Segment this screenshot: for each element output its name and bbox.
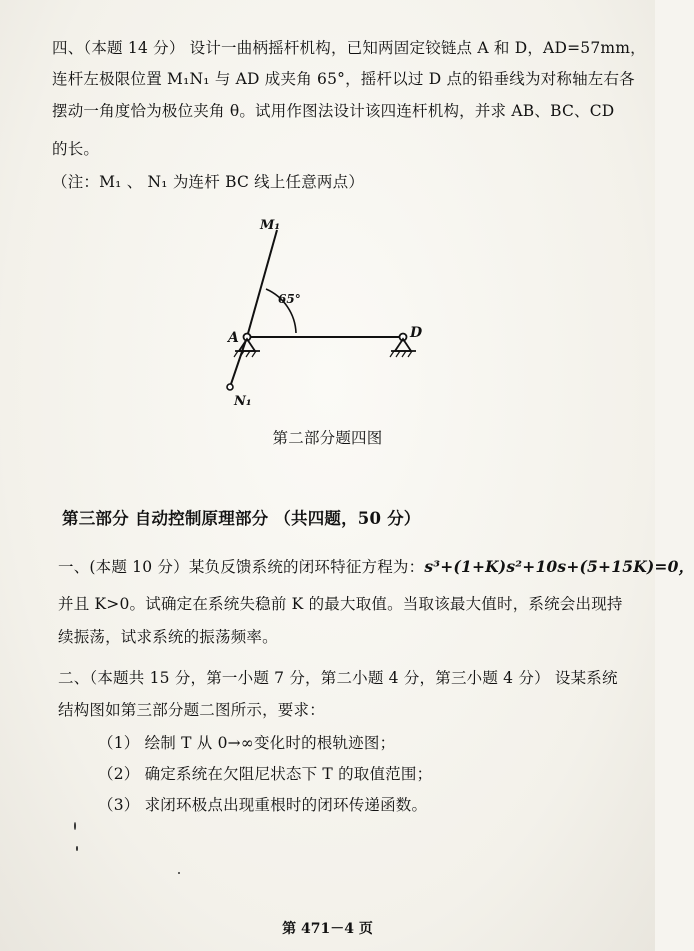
- problem4-note: （注：M₁ 、 N₁ 为连杆 BC 线上任意两点）: [52, 173, 365, 191]
- label-d: D: [410, 325, 423, 341]
- label-m1: M₁: [260, 218, 281, 233]
- q2-item-3: （3） 求闭环极点出现重根时的闭环传递函数。: [98, 796, 428, 814]
- q1-line3: 续振荡，试求系统的振荡频率。: [58, 628, 278, 646]
- part3-title: 第三部分 自动控制原理部分 （共四题，50 分）: [62, 509, 421, 528]
- q1-line1: [58, 557, 694, 577]
- q1-prefix: 一、(本题 10 分）某负反馈系统的闭环特征方程为：: [58, 558, 425, 576]
- rod-line-upper: [247, 230, 277, 337]
- scan-speck: [178, 872, 180, 874]
- q1-line2: 并且 K>0。试确定在系统失稳前 K 的最大取值。当取该最大值时，系统会出现持: [58, 595, 623, 613]
- q2-item-1: （1） 绘制 T 从 0→∞变化时的根轨迹图；: [98, 734, 396, 752]
- page-number: 第 471－4 页: [282, 921, 373, 937]
- label-n1: N₁: [234, 394, 252, 409]
- scan-speck: [74, 822, 76, 830]
- q2-line1: 二、（本题共 15 分，第一小题 7 分，第二小题 4 分，第三小题 4 分） 设某系统: [58, 669, 618, 687]
- figure-caption: 第二部分题四图: [272, 429, 383, 447]
- problem4-line1: 四、（本题 14 分） 设计一曲柄摇杆机构，已知两固定铰链点 A 和 D，AD=57mm，: [52, 39, 646, 57]
- point-n1: [227, 384, 233, 390]
- problem4-line4: 的长。: [52, 140, 100, 158]
- scan-speck: [76, 846, 78, 851]
- problem4-line3: 摆动一角度恰为极位夹角 θ。试用作图法设计该四连杆机构，并求 AB、BC、CD: [52, 102, 615, 120]
- q2-line2: 结构图如第三部分题二图所示，要求：: [58, 701, 325, 719]
- q2-item-2: （2） 确定系统在欠阻尼状态下 T 的取值范围；: [98, 765, 433, 783]
- linkage-diagram: [200, 205, 440, 415]
- label-a: A: [228, 330, 239, 346]
- q1-equation: s³+(1+K)s²+10s+(5+15K)=0，: [424, 557, 694, 576]
- problem4-line2: 连杆左极限位置 M₁N₁ 与 AD 成夹角 65°，摇杆以过 D 点的铅垂线为对称轴左右各: [52, 70, 635, 88]
- linkage-figure: [200, 205, 440, 415]
- label-angle: 65°: [278, 292, 301, 306]
